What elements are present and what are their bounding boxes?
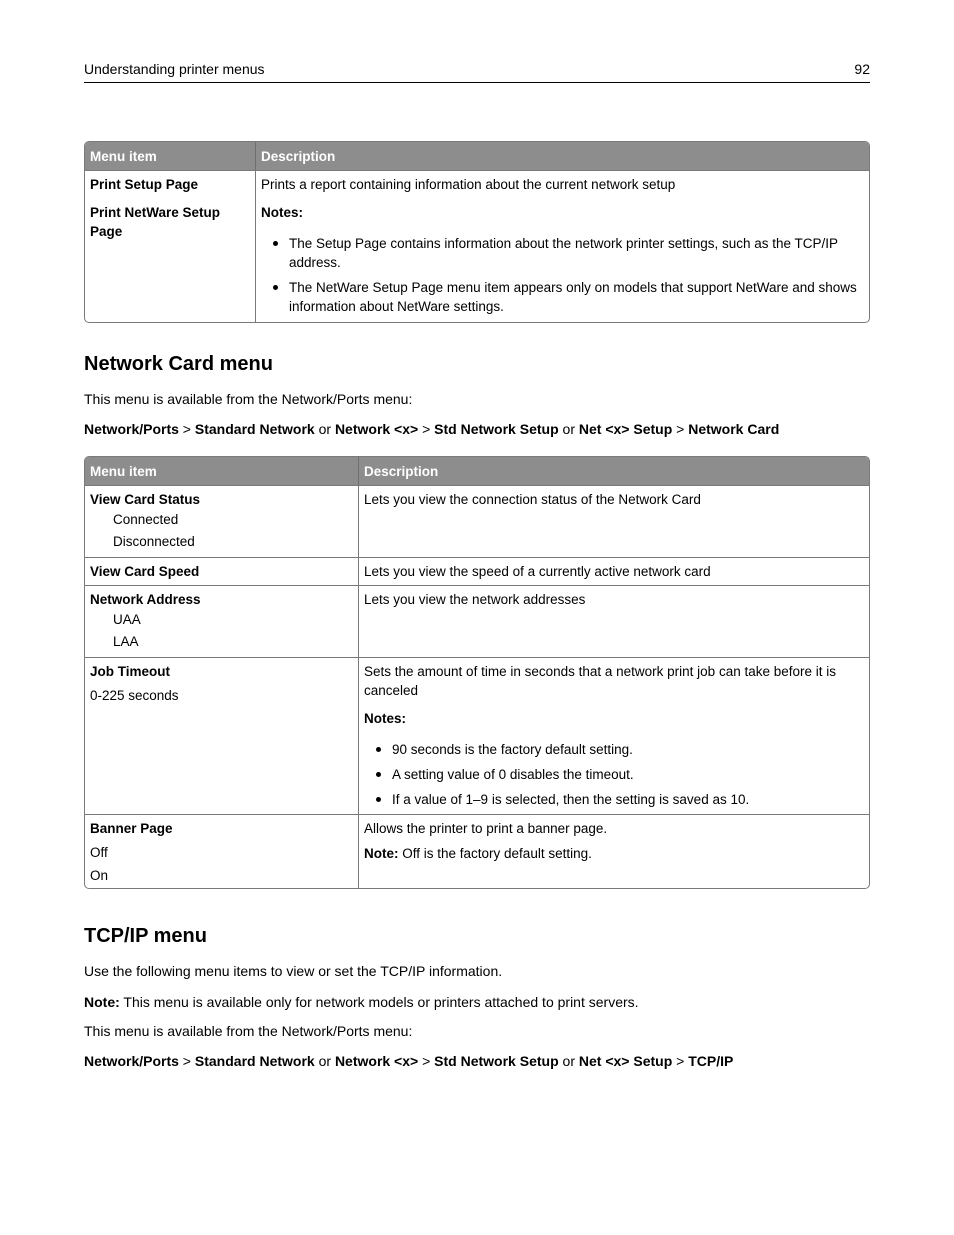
menu-item-view-card-status: View Card Status <box>90 492 201 507</box>
menu-item-cell <box>85 814 359 888</box>
path-segment: Network <x> <box>334 1053 419 1069</box>
description-cell <box>256 170 869 322</box>
menu-item-banner-page: Banner Page <box>90 821 173 836</box>
network-card-table <box>84 456 870 889</box>
path-separator: > <box>178 1053 195 1069</box>
table-row <box>85 485 869 557</box>
path-segment: Std Network Setup <box>434 1053 559 1069</box>
path-separator: > <box>418 1053 435 1069</box>
note-item: The NetWare Setup Page menu item appears only on models that support NetWare and shows information about NetWare settings. <box>261 278 864 316</box>
table-row <box>85 814 869 888</box>
description-text: Prints a report containing information about the current network setup <box>261 177 676 192</box>
page-header <box>84 61 870 83</box>
setup-page-table <box>84 141 870 323</box>
tcpip-menu-path <box>84 1053 870 1069</box>
path-segment: Network Card <box>688 421 780 437</box>
option-value: On <box>90 868 109 883</box>
description-cell: Lets you view the network addresses <box>359 585 869 657</box>
menu-item-print-setup-page: Print Setup Page <box>90 177 199 192</box>
option-value: Off <box>90 845 108 860</box>
column-header-menu-item: Menu item <box>85 457 359 485</box>
notes-list <box>261 234 864 316</box>
notes-label: Notes: <box>364 711 407 726</box>
running-header-title: Understanding printer menus <box>84 61 265 77</box>
menu-item-network-address: Network Address <box>90 592 201 607</box>
note-item: If a value of 1–9 is selected, then the setting is saved as 10. <box>364 790 864 809</box>
path-separator: or <box>558 1053 579 1069</box>
option-value: LAA <box>113 634 139 649</box>
menu-item-cell <box>85 557 359 585</box>
path-segment: Std Network Setup <box>434 421 559 437</box>
table-header-row <box>85 142 869 170</box>
menu-item-print-netware-setup-page: Print NetWare Setup Page <box>90 205 221 239</box>
description-text: Sets the amount of time in seconds that a network print job can take before it is canceled <box>364 664 837 698</box>
path-segment: Network/Ports <box>84 421 179 437</box>
path-separator: > <box>672 421 689 437</box>
column-header-description: Description <box>359 457 869 485</box>
table-row <box>85 585 869 657</box>
table-row <box>85 557 869 585</box>
option-value: Disconnected <box>113 534 195 549</box>
path-segment: Standard Network <box>194 1053 315 1069</box>
section-heading-tcpip: TCP/IP menu <box>84 925 207 947</box>
description-cell: Lets you view the connection status of the Network Card <box>359 485 869 557</box>
column-header-menu-item: Menu item <box>85 142 256 170</box>
section-heading-network-card: Network Card menu <box>84 353 273 375</box>
page-number: 92 <box>854 61 870 77</box>
tcpip-intro-2: This menu is available from the Network/Ports menu: <box>84 1023 413 1039</box>
menu-item-view-card-speed: View Card Speed <box>90 564 200 579</box>
option-value: 0-225 seconds <box>90 688 179 703</box>
note-item: The Setup Page contains information about the network printer settings, such as the TCP/IP address. <box>261 234 864 272</box>
menu-item-job-timeout: Job Timeout <box>90 664 171 679</box>
path-segment: Standard Network <box>194 421 315 437</box>
tcpip-intro: Use the following menu items to view or set the TCP/IP information. <box>84 963 503 979</box>
table-header-row <box>85 457 869 485</box>
menu-item-cell <box>85 170 256 322</box>
option-value: UAA <box>113 612 141 627</box>
notes-list <box>364 740 864 809</box>
path-separator: > <box>178 421 195 437</box>
path-segment: Network <x> <box>334 421 419 437</box>
path-separator: or <box>558 421 579 437</box>
note-item: 90 seconds is the factory default setting. <box>364 740 864 759</box>
note-text <box>364 844 864 863</box>
network-card-menu-path <box>84 421 870 437</box>
menu-item-cell <box>85 585 359 657</box>
network-card-intro: This menu is available from the Network/Ports menu: <box>84 391 413 407</box>
path-segment: TCP/IP <box>688 1053 734 1069</box>
menu-item-cell <box>85 657 359 814</box>
note-item: A setting value of 0 disables the timeout. <box>364 765 864 784</box>
tcpip-note <box>84 994 870 1010</box>
table-row <box>85 170 869 322</box>
path-separator: or <box>314 1053 335 1069</box>
note-label: Note: <box>84 994 120 1010</box>
option-value: Connected <box>113 512 179 527</box>
path-segment: Net <x> Setup <box>578 1053 673 1069</box>
notes-label: Notes: <box>261 205 304 220</box>
path-segment: Network/Ports <box>84 1053 179 1069</box>
table-row <box>85 657 869 814</box>
description-text: Allows the printer to print a banner page. <box>364 821 608 836</box>
path-segment: Net <x> Setup <box>578 421 673 437</box>
column-header-description: Description <box>256 142 869 170</box>
description-cell <box>359 814 869 888</box>
menu-item-cell <box>85 485 359 557</box>
path-separator: or <box>314 421 335 437</box>
note-body: Off is the factory default setting. <box>398 846 592 861</box>
description-cell: Lets you view the speed of a currently active network card <box>359 557 869 585</box>
description-cell <box>359 657 869 814</box>
note-label: Note: <box>364 846 399 861</box>
path-separator: > <box>418 421 435 437</box>
note-body: This menu is available only for network models or printers attached to print servers. <box>119 994 639 1010</box>
path-separator: > <box>672 1053 689 1069</box>
